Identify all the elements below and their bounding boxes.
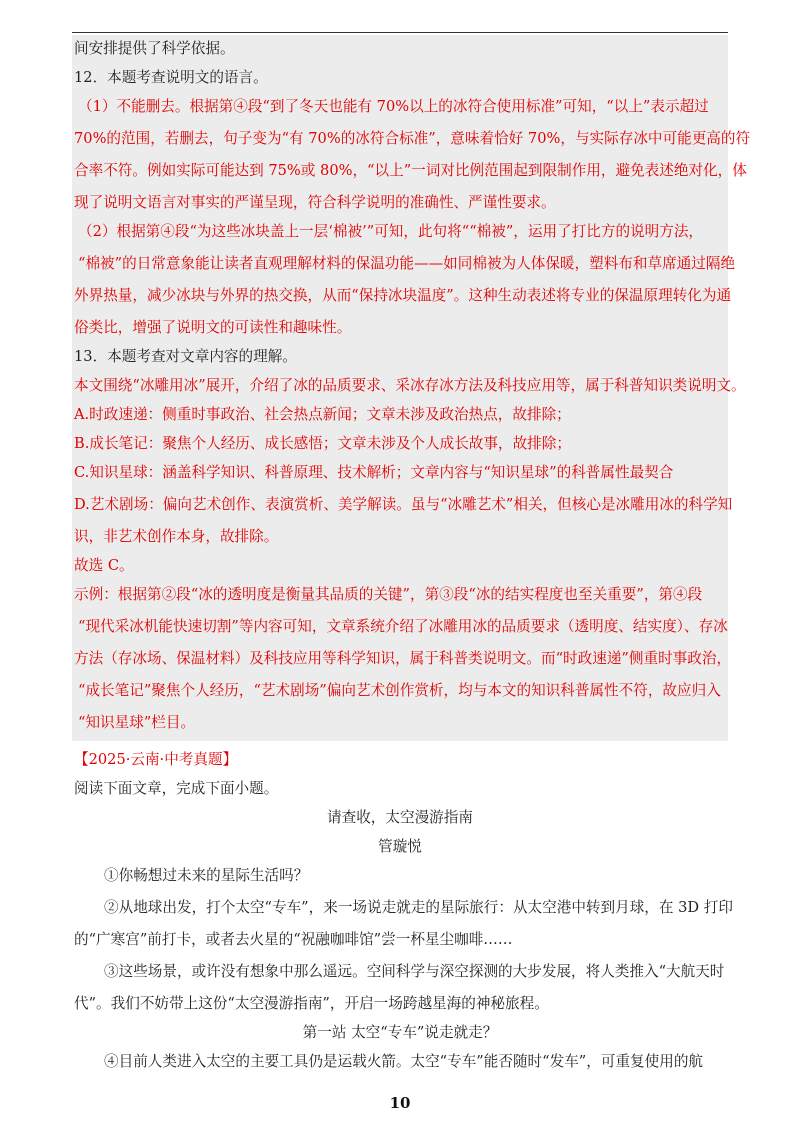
example-line: “知识星球”栏目。 <box>78 714 196 731</box>
option-a: A.时政速递：侧重时事政治、社会热点新闻；文章未涉及政治热点，故排除； <box>74 406 571 423</box>
answer-line: 70%的范围，若删去，句子变为“有 70%的冰符合标准”，意味着恰好 70%，与实际存冰中可能更高的符 <box>74 130 751 147</box>
question-12-heading: 12．本题考查说明文的语言。 <box>74 69 268 86</box>
section-heading: 第一站 太空“专车”说走就走？ <box>302 1024 498 1041</box>
answer-line: 间安排提供了科学依据。 <box>74 40 235 57</box>
answer-line: 外界热量，减少冰块与外界的热交换，从而“保持冰块温度”。这种生动表述将专业的保温原理转化为通 <box>74 287 732 304</box>
answer-line: 现了说明文语言对事实的严谨呈现，符合科学说明的准确性、严谨性要求。 <box>74 194 556 211</box>
question-13-heading: 13．本题考查对文章内容的理解。 <box>74 348 297 365</box>
answer-line: 本文围绕“冰雕用冰”展开，介绍了冰的品质要求、采冰存冰方法及科技应用等，属于科普知识类说明文。 <box>74 377 746 394</box>
article-paragraph: ②从地球出发，打个太空“专车”，来一场说走就走的星际旅行：从太空港中转到月球，在 3D 打印 <box>104 899 733 916</box>
answer-line: （1）不能删去。根据第④段“到了冬天也能有 70%以上的冰符合使用标准”可知，“以上”表示超过 <box>78 98 709 115</box>
article-title: 请查收，太空漫游指南 <box>327 809 473 826</box>
reading-instruction: 阅读下面文章，完成下面小题。 <box>74 780 279 797</box>
answer-line: （2）根据第④段“为这些冰块盖上一层‘棉被’”可知，此句将““棉被”，运用了打比方的说明方法， <box>78 223 704 240</box>
example-line: 方法（存冰场、保温材料）及科技应用等科学知识，属于科普类说明文。而“时政速递”侧重时事政治， <box>74 650 732 667</box>
article-paragraph: ①你畅想过未来的星际生活吗？ <box>104 867 309 884</box>
article-paragraph: 的“广寒宫”前打卡，或者去火星的“祝融咖啡馆”尝一杯星尘咖啡…… <box>74 931 513 948</box>
example-line: “现代采冰机能快速切割”等内容可知，文章系统介绍了冰雕用冰的品质要求（透明度、结实度）、存冰 <box>78 618 728 635</box>
answer-line: 识，非艺术创作本身，故排除。 <box>74 528 279 545</box>
option-c: C.知识星球：涵盖科学知识、科普原理、技术解析；文章内容与“知识星球”的科普属性最契合 <box>74 464 674 481</box>
answer-line: 合率不符。例如实际可能达到 75%或 80%，“以上”一词对比例范围起到限制作用，避免表述绝对化，体 <box>74 162 747 179</box>
page-number: 10 <box>389 1094 411 1112</box>
example-line: “成长笔记”聚焦个人经历，“艺术剧场”偏向艺术创作赏析，均与本文的知识科普属性不符，故应归入 <box>78 682 721 699</box>
article-paragraph: 代”。我们不妨带上这份“太空漫游指南”，开启一场跨越星海的神秘旅程。 <box>74 995 549 1012</box>
article-paragraph: ④目前人类进入太空的主要工具仍是运载火箭。太空“专车”能否随时“发车”，可重复使用的航 <box>104 1053 704 1070</box>
example-line: 示例：根据第②段“冰的透明度是衡量其品质的关键”，第③段“冰的结实程度也至关重要”，第④段 <box>74 586 703 603</box>
answer-line: 俗类比，增强了说明文的可读性和趣味性。 <box>74 319 352 336</box>
article-paragraph: ③这些场景，或许没有想象中那么遥远。空间科学与深空探测的大步发展，将人类推入“大航天时 <box>104 963 725 980</box>
exam-source-tag: 【2025·云南·中考真题】 <box>74 751 238 768</box>
option-d: D.艺术剧场：偏向艺术创作、表演赏析、美学解读。虽与“冰雕艺术”相关，但核心是冰雕用冰的科学知 <box>74 496 733 513</box>
article-author: 管璇悦 <box>378 838 422 855</box>
option-b: B.成长笔记：聚焦个人经历、成长感悟；文章未涉及个人成长故事，故排除； <box>74 435 571 452</box>
answer-choice: 故选 C。 <box>74 557 134 574</box>
header-rule <box>72 32 728 33</box>
answer-line: “棉被”的日常意象能让读者直观理解材料的保温功能——如同棉被为人体保暖，塑料布和草席通过隔绝 <box>78 255 736 272</box>
